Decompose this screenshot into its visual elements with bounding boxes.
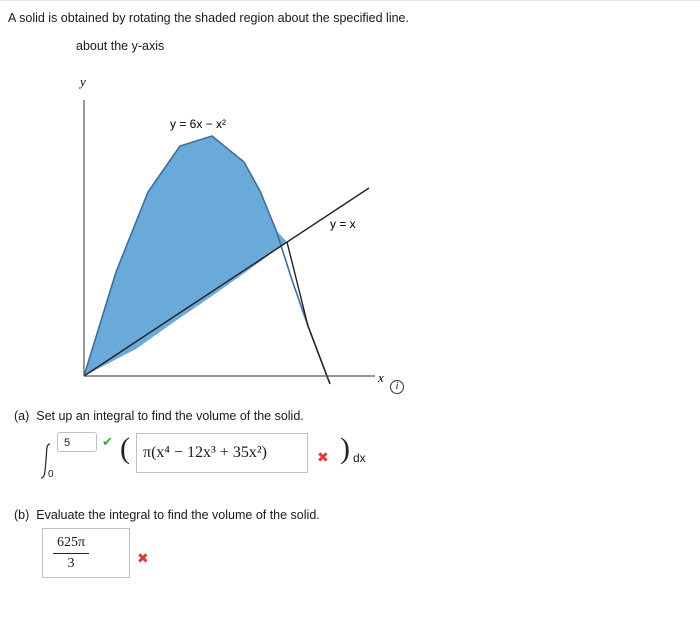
region-graph [60,70,390,390]
part-a-prompt [14,409,304,423]
open-paren: ( [120,432,130,465]
x-axis-label: x [378,370,384,385]
question-text: A solid is obtained by rotating the shaded region about the specified line. [8,11,409,25]
info-icon[interactable]: i [390,380,404,394]
line-label: y = x [330,217,356,231]
part-b-text: Evaluate the integral to find the volume of the solid. [36,508,320,522]
top-divider [0,0,700,1]
upper-limit-input[interactable]: 5 [57,432,97,452]
answer-denominator: 3 [67,556,75,571]
close-paren: ) [340,432,350,465]
rotation-axis-text: about the y-axis [76,39,165,53]
volume-cross-icon: ✖ [137,550,149,566]
answer-fraction [53,535,89,572]
dx-label: dx [353,451,366,465]
part-b-label: (b) [14,508,30,522]
y-axis-label: y [80,74,86,89]
part-a-label: (a) [14,409,30,423]
integrand-cross-icon: ✖ [317,449,329,465]
integrand-input[interactable]: π(x⁴ − 12x³ + 35x²) [136,433,308,473]
part-b-prompt [14,508,320,522]
parabola-tail [287,242,330,384]
lower-limit: 0 [48,469,54,480]
answer-numerator: 625π [53,535,89,554]
curve-label: y = 6x − x² [170,117,227,131]
part-a-text: Set up an integral to find the volume of the solid. [36,409,304,423]
shaded-region [84,136,287,376]
upper-limit-check-icon: ✔ [102,434,113,449]
volume-answer-input[interactable] [42,528,130,578]
